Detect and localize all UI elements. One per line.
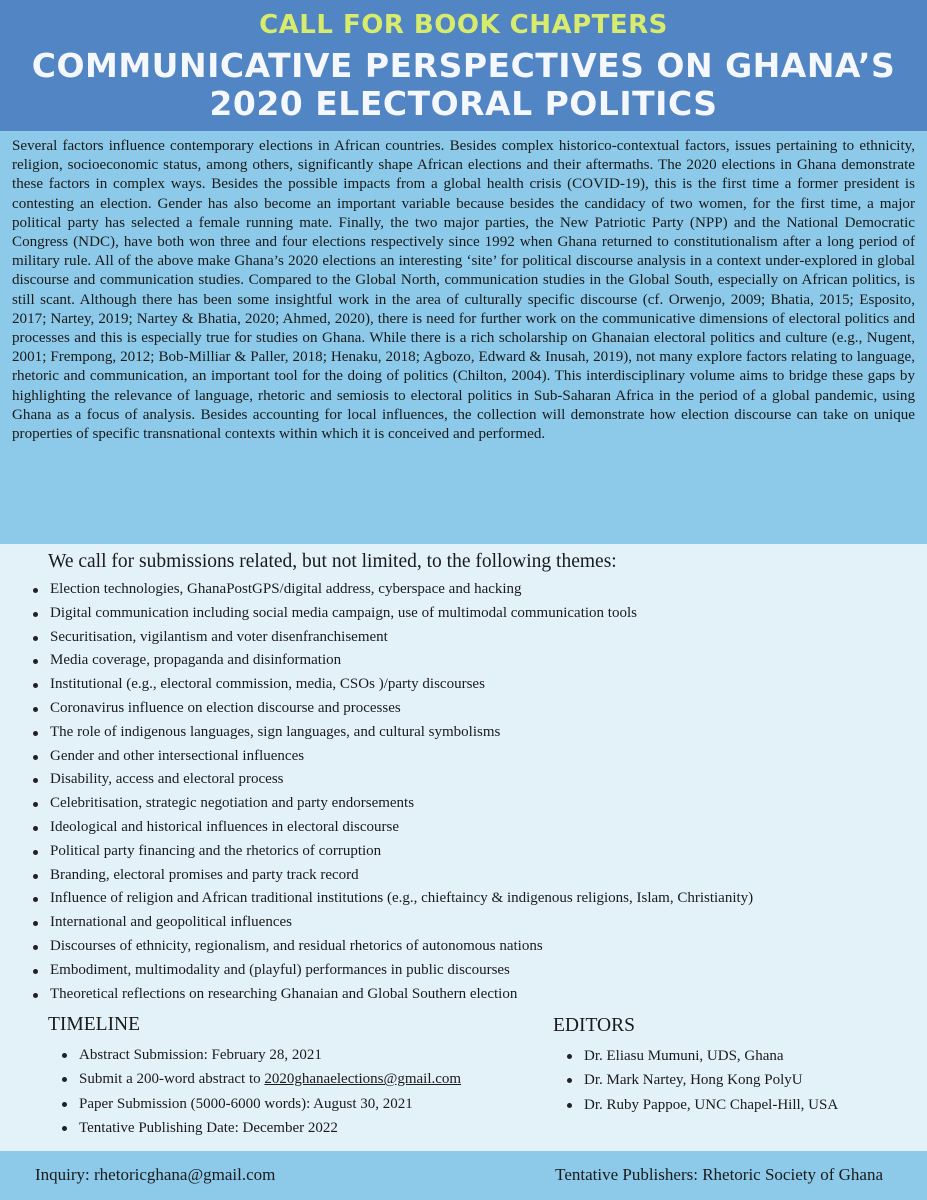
publishers-note: Tentative Publishers: Rhetoric Society of Ghana — [555, 1165, 883, 1184]
publishing-date: Tentative Publishing Date: December 2022 — [50, 1116, 461, 1140]
intro-paragraph: Several factors influence contemporary elections in African countries. Besides complex historico-contextual factors, issues pertaining to ethnicity, religion, socioeconomic status, among others, significantly shape African elections and their aftermaths. The 2020 elections in Ghana demonstrate these factors in complex ways. Besides the possible impacts from a global health crisis (COVID-19), this is the first time a former president is contesting an election. Gender has also become an important variable because besides the candidacy of two women, for the first time, a major political party has selected a female running mate. Finally, the two major parties, the New Patriotic Party (NPP) and the National Democratic Congress (NDC), have both won three and four elections respectively since 1992 when Ghana returned to constitutionalism after a long period of military rule. All of the above make Ghana’s 2020 elections an interesting ‘site’ for political discourse analysis in a context under-explored in global discourse and communication studies. Compared to the Global North, communication studies in the Global South, especially on African politics, is still scant. Although there has been some insightful work in the area of culturally specific discourse (cf. Orwenjo, 2009; Bhatia, 2015; Esposito, 2017; Nartey, 2019; Nartey & Bhatia, 2020; Ahmed, 2020), there is need for further work on the communicative dimensions of electoral politics and processes and this is especially true for studies on Ghana. While there is a rich scholarship on Ghanaian electoral politics and culture (e.g., Nugent, 2001; Frempong, 2012; Bob-Milliar & Paller, 2018; Henaku, 2018; Agbozo, Edward & Inusah, 2019), not many explore factors relating to language, rhetoric and communication, an important tool for the doing of politics (Chilton, 2004). This interdisciplinary volume aims to bridge these gaps by highlighting the relevance of language, rhetoric and semiosis to electoral politics in Sub-Saharan Africa in the period of a global pandemic, using Ghana as a focus of analysis. Besides accounting for local influences, the collection will demonstrate how election discourse can take on unique properties of specific transnational contexts within which it is conceived and performed. — [12, 138, 915, 443]
editors-heading: EDITORS — [553, 1015, 635, 1036]
theme-item: Ideological and historical influences in electoral discourse — [0, 816, 927, 840]
theme-item: Gender and other intersectional influences — [0, 745, 927, 769]
theme-item: Embodiment, multimodality and (playful) performances in public discourses — [0, 959, 927, 983]
theme-item: Branding, electoral promises and party track record — [0, 864, 927, 888]
theme-item: Securitisation, vigilantism and voter disenfranchisement — [0, 626, 927, 650]
paper-deadline: Paper Submission (5000-6000 words): August 30, 2021 — [50, 1092, 461, 1116]
inquiry-contact: Inquiry: rhetoricghana@gmail.com — [35, 1165, 276, 1184]
theme-item: Media coverage, propaganda and disinformation — [0, 649, 927, 673]
submit-prefix: Submit a 200-word abstract to — [79, 1071, 265, 1088]
theme-item: Political party financing and the rhetorics of corruption — [0, 840, 927, 864]
theme-item: Influence of religion and African traditional institutions (e.g., chieftaincy & indigenous religions, Islam, Christianity) — [0, 887, 927, 911]
theme-item: Theoretical reflections on researching Ghanaian and Global Southern election — [0, 983, 927, 1007]
intro-section — [0, 131, 927, 544]
theme-item: Institutional (e.g., electoral commission, media, CSOs )/party discourses — [0, 673, 927, 697]
call-kicker: CALL FOR BOOK CHAPTERS — [259, 10, 668, 40]
theme-item: Digital communication including social media campaign, use of multimodal communication tools — [0, 602, 927, 626]
title-line-1: COMMUNICATIVE PERSPECTIVES ON GHANA’S — [31, 46, 896, 85]
editor-item: Dr. Mark Nartey, Hong Kong PolyU — [555, 1068, 838, 1092]
timeline-heading: TIMELINE — [48, 1014, 141, 1035]
editors-list — [555, 1044, 838, 1117]
theme-item: Discourses of ethnicity, regionalism, and residual rhetorics of autonomous nations — [0, 935, 927, 959]
theme-item: The role of indigenous languages, sign languages, and cultural symbolisms — [0, 721, 927, 745]
themes-list — [0, 578, 927, 1006]
timeline-list — [50, 1043, 461, 1140]
theme-item: International and geopolitical influences — [0, 911, 927, 935]
title-line-2: 2020 ELECTORAL POLITICS — [209, 84, 718, 123]
theme-item: Disability, access and electoral process — [0, 768, 927, 792]
theme-item: Celebritisation, strategic negotiation and party endorsements — [0, 792, 927, 816]
header-banner — [0, 0, 927, 131]
theme-item: Election technologies, GhanaPostGPS/digital address, cyberspace and hacking — [0, 578, 927, 602]
theme-item: Coronavirus influence on election discourse and processes — [0, 697, 927, 721]
abstract-deadline: Abstract Submission: February 28, 2021 — [50, 1043, 461, 1067]
footer-bar — [0, 1151, 927, 1200]
editor-item: Dr. Eliasu Mumuni, UDS, Ghana — [555, 1044, 838, 1068]
abstract-submission-instruction — [50, 1067, 461, 1091]
themes-heading: We call for submissions related, but not limited, to the following themes: — [48, 551, 617, 572]
editor-item: Dr. Ruby Pappoe, UNC Chapel-Hill, USA — [555, 1093, 838, 1117]
page-title — [0, 47, 927, 123]
submission-email-link[interactable]: 2020ghanaelections@gmail.com — [264, 1071, 462, 1088]
